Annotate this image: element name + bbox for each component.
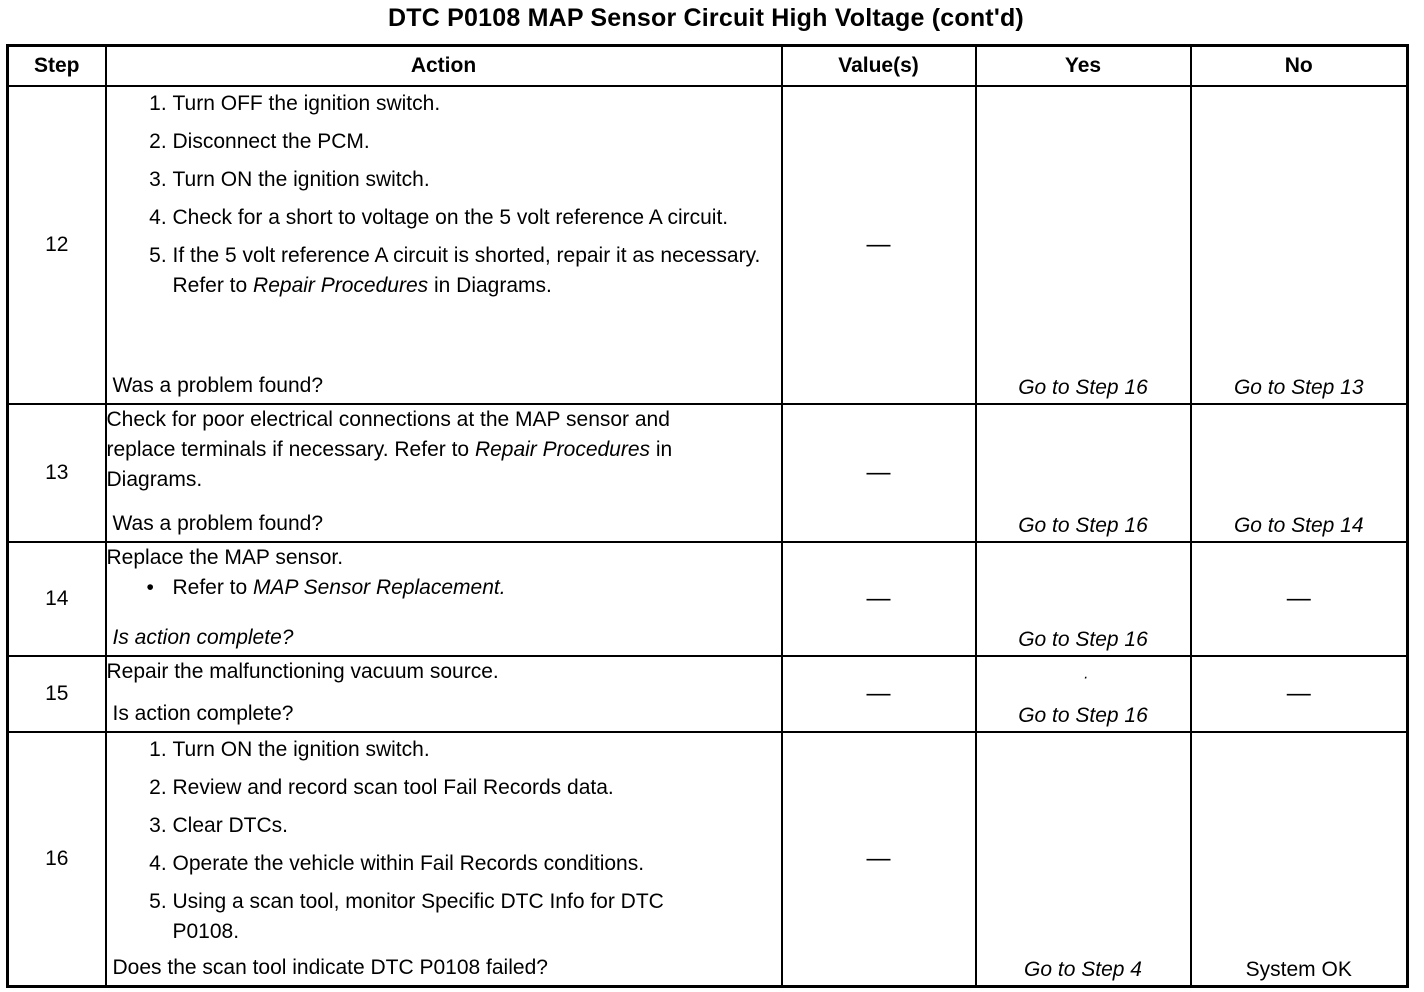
question-text: Is action complete? (112, 702, 294, 725)
yes-cell: Go to Step 16 (976, 542, 1191, 656)
list-item: 4. Check for a short to voltage on the 5 volt reference A circuit. (173, 203, 781, 233)
text: in Diagrams. (106, 438, 673, 491)
list-item (173, 573, 781, 603)
action-cell (106, 404, 782, 542)
value-cell: — (782, 404, 976, 542)
value-cell: — (782, 86, 976, 404)
header-yes: Yes (976, 46, 1191, 87)
list-item: 1. Turn OFF the ignition switch. (173, 89, 781, 119)
header-no: No (1191, 46, 1408, 87)
table-row-step-13 (8, 404, 1408, 542)
table-header-row (8, 46, 1408, 87)
action-text: Replace the MAP sensor. (106, 546, 344, 569)
list-item: 2. Disconnect the PCM. (173, 127, 781, 157)
yes-cell: Go to Step 4 (976, 732, 1191, 986)
step-number: 13 (8, 404, 106, 542)
list-item: 3. Turn ON the ignition switch. (173, 165, 781, 195)
value-cell: — (782, 656, 976, 732)
question-text: Does the scan tool indicate DTC P0108 failed? (112, 955, 548, 979)
page-title: DTC P0108 MAP Sensor Circuit High Voltage (cont'd) (388, 4, 1024, 32)
question-text: Was a problem found? (112, 512, 324, 535)
reference-link-text: MAP Sensor Replacement. (253, 576, 506, 599)
no-cell: — (1191, 542, 1408, 656)
step-number: 14 (8, 542, 106, 656)
question-text: Was a problem found? (112, 374, 324, 397)
header-action: Action (106, 46, 782, 87)
no-cell: System OK (1191, 732, 1408, 986)
no-cell: — (1191, 656, 1408, 732)
list-item: 3. Clear DTCs. (173, 811, 721, 841)
diagnostic-table (6, 44, 1409, 988)
stray-mark: · (1083, 669, 1089, 686)
text: Check for poor electrical connections at the MAP sensor and replace terminals if necessary. Refer to (106, 408, 670, 461)
step-number: 15 (8, 656, 106, 732)
step-number: 16 (8, 732, 106, 986)
value-cell: — (782, 542, 976, 656)
header-values: Value(s) (782, 46, 976, 87)
text: in Diagrams. (428, 274, 552, 297)
action-text (107, 405, 781, 495)
table-row-step-14 (8, 542, 1408, 656)
reference-link-text: Repair Procedures (474, 438, 651, 461)
list-item (173, 241, 781, 301)
yes-cell: Go to Step 16 (976, 86, 1191, 404)
yes-text: Go to Step 16 (1018, 704, 1148, 727)
text: Refer to (172, 576, 254, 599)
table-row-step-12 (8, 86, 1408, 404)
question-text: Is action complete? (112, 626, 294, 649)
action-cell (106, 542, 782, 656)
action-cell (106, 732, 782, 986)
no-cell: Go to Step 14 (1191, 404, 1408, 542)
step-number: 12 (8, 86, 106, 404)
text: If the 5 volt reference A circuit is shorted, repair it as necessary. Refer to (172, 244, 761, 297)
value-cell: — (782, 732, 976, 986)
action-cell (106, 656, 782, 732)
table-row-step-16 (8, 732, 1408, 986)
action-cell (106, 86, 782, 404)
action-list (107, 735, 781, 947)
action-list (107, 89, 781, 301)
header-step: Step (8, 46, 106, 87)
table-row-step-15 (8, 656, 1408, 732)
yes-cell: Go to Step 16 (976, 404, 1191, 542)
list-item: 4. Operate the vehicle within Fail Records conditions. (173, 849, 721, 879)
list-item: 2. Review and record scan tool Fail Records data. (173, 773, 721, 803)
yes-cell (976, 656, 1191, 732)
list-item: 1. Turn ON the ignition switch. (173, 735, 721, 765)
bullet-list (107, 573, 781, 603)
reference-link-text: Repair Procedures (253, 274, 429, 297)
action-text: Repair the malfunctioning vacuum source. (106, 660, 499, 683)
no-cell: Go to Step 13 (1191, 86, 1408, 404)
list-item: 5. Using a scan tool, monitor Specific DTC Info for DTC P0108. (173, 887, 721, 947)
